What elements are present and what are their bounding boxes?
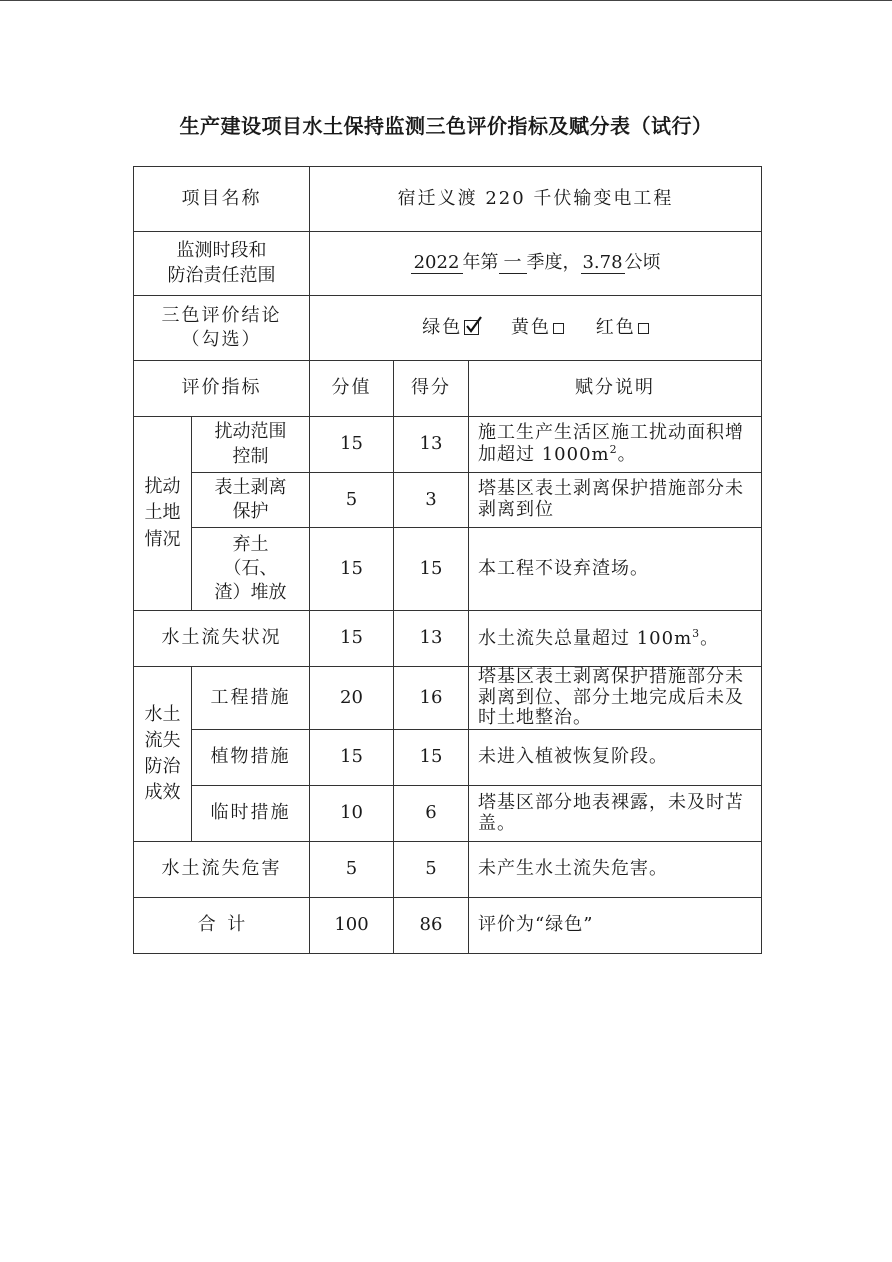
score-note-superscript: 2 — [609, 443, 618, 456]
total-note: 评价为“绿色” — [469, 898, 762, 954]
score-value: 15 — [310, 417, 394, 473]
table-row — [134, 528, 762, 611]
group-disturbance-label: 扰动土地情况 — [144, 476, 181, 550]
indicator-name: 植物措施 — [192, 730, 310, 786]
conclusion-label — [134, 296, 310, 361]
indicator-name-line1: 扰动范围 — [214, 421, 287, 443]
table-row — [134, 473, 762, 528]
indicator-name-line3: 渣）堆放 — [214, 582, 287, 604]
score-got: 6 — [394, 786, 469, 842]
header-score-got: 得分 — [394, 361, 469, 417]
quarter-value: 一 — [499, 253, 527, 274]
option-red-label: 红色 — [595, 316, 636, 338]
table-row — [134, 730, 762, 786]
checkbox-checked-icon[interactable] — [464, 320, 479, 335]
indicator-name: 临时措施 — [192, 786, 310, 842]
table-row — [134, 611, 762, 667]
score-note: 塔基区部分地表裸露，未及时苫盖。 — [469, 786, 762, 842]
header-score-value: 分值 — [310, 361, 394, 417]
year-value: 2022 — [411, 253, 463, 274]
score-note: 未进入植被恢复阶段。 — [469, 730, 762, 786]
conclusion-label-line2: （勾选） — [181, 329, 262, 350]
header-indicator: 评价指标 — [134, 361, 310, 417]
evaluation-table — [133, 166, 762, 954]
total-row — [134, 898, 762, 954]
indicator-name: 水土流失危害 — [134, 842, 310, 898]
score-note-suffix: 。 — [700, 627, 720, 649]
monitoring-period-label — [134, 232, 310, 296]
project-name-label: 项目名称 — [134, 167, 310, 232]
indicator-name-line1: 弃土 — [232, 533, 269, 555]
option-green-label: 绿色 — [422, 316, 463, 338]
checkbox-empty-icon[interactable] — [553, 323, 564, 334]
score-value: 20 — [310, 667, 394, 730]
monitoring-period-row — [134, 232, 762, 296]
indicator-name — [192, 473, 310, 528]
indicator-name: 工程措施 — [192, 667, 310, 730]
indicator-name-line2: 保护 — [232, 501, 269, 522]
score-got: 15 — [394, 730, 469, 786]
score-note: 塔基区表土剥离保护措施部分未剥离到位 — [469, 473, 762, 528]
score-got: 13 — [394, 417, 469, 473]
checkbox-empty-icon[interactable] — [638, 323, 649, 334]
option-red[interactable] — [596, 316, 649, 340]
score-got: 16 — [394, 667, 469, 730]
score-got: 5 — [394, 842, 469, 898]
table-row — [134, 842, 762, 898]
option-yellow-label: 黄色 — [511, 316, 551, 338]
header-row — [134, 361, 762, 417]
score-value: 15 — [310, 730, 394, 786]
score-note — [469, 611, 762, 667]
indicator-name-line2: 控制 — [232, 445, 269, 467]
group-prevention — [134, 667, 192, 842]
score-value: 15 — [310, 528, 394, 611]
conclusion-label-line1: 三色评价结论 — [161, 304, 282, 326]
score-value: 5 — [310, 842, 394, 898]
quarter-suffix: 季度， — [526, 252, 581, 274]
indicator-name — [192, 417, 310, 473]
group-disturbance — [134, 417, 192, 611]
score-note-text: 施工生产生活区施工扰动面积增加超过 1000m — [478, 422, 744, 465]
table-row — [134, 417, 762, 473]
monitoring-period-label-line2: 防治责任范围 — [167, 264, 276, 286]
score-note: 本工程不设弃渣场。 — [469, 528, 762, 611]
group-prevention-label: 水土流失防治成效 — [144, 703, 181, 804]
score-note — [469, 417, 762, 473]
year-suffix: 年第 — [462, 252, 499, 274]
monitoring-period-value — [310, 232, 762, 296]
project-name-value: 宿迁义渡 220 千伏输变电工程 — [310, 167, 762, 232]
area-unit: 公顷 — [624, 252, 661, 274]
header-note: 赋分说明 — [469, 361, 762, 417]
indicator-name — [192, 528, 310, 611]
score-got: 3 — [394, 473, 469, 528]
score-note: 未产生水土流失危害。 — [469, 842, 762, 898]
monitoring-period-label-line1: 监测时段和 — [176, 240, 267, 262]
indicator-name-line2: （石、 — [223, 557, 278, 579]
conclusion-options — [310, 296, 762, 361]
total-score: 86 — [394, 898, 469, 954]
area-value: 3.78 — [582, 252, 623, 274]
table-row — [134, 667, 762, 730]
indicator-name-line1: 表土剥离 — [214, 476, 287, 498]
conclusion-row — [134, 296, 762, 361]
indicator-name: 水土流失状况 — [134, 611, 310, 667]
project-name-row — [134, 167, 762, 232]
score-note-text: 水土流失总量超过 100m — [478, 627, 693, 649]
table-row — [134, 786, 762, 842]
page-title: 生产建设项目水土保持监测三色评价指标及赋分表（试行） — [179, 114, 713, 138]
option-yellow[interactable] — [511, 316, 564, 340]
page-top-border — [0, 0, 892, 1]
score-note-superscript: 3 — [692, 626, 701, 640]
score-note: 塔基区表土剥离保护措施部分未剥离到位、部分土地完成后未及时土地整治。 — [469, 667, 762, 730]
score-got: 13 — [394, 611, 469, 667]
total-label: 合 计 — [134, 898, 310, 954]
score-got: 15 — [394, 528, 469, 611]
score-note-suffix: 。 — [617, 444, 637, 465]
score-value: 10 — [310, 786, 394, 842]
option-green[interactable] — [422, 316, 479, 340]
total-value: 100 — [310, 898, 394, 954]
score-value: 15 — [310, 611, 394, 667]
score-value: 5 — [310, 473, 394, 528]
